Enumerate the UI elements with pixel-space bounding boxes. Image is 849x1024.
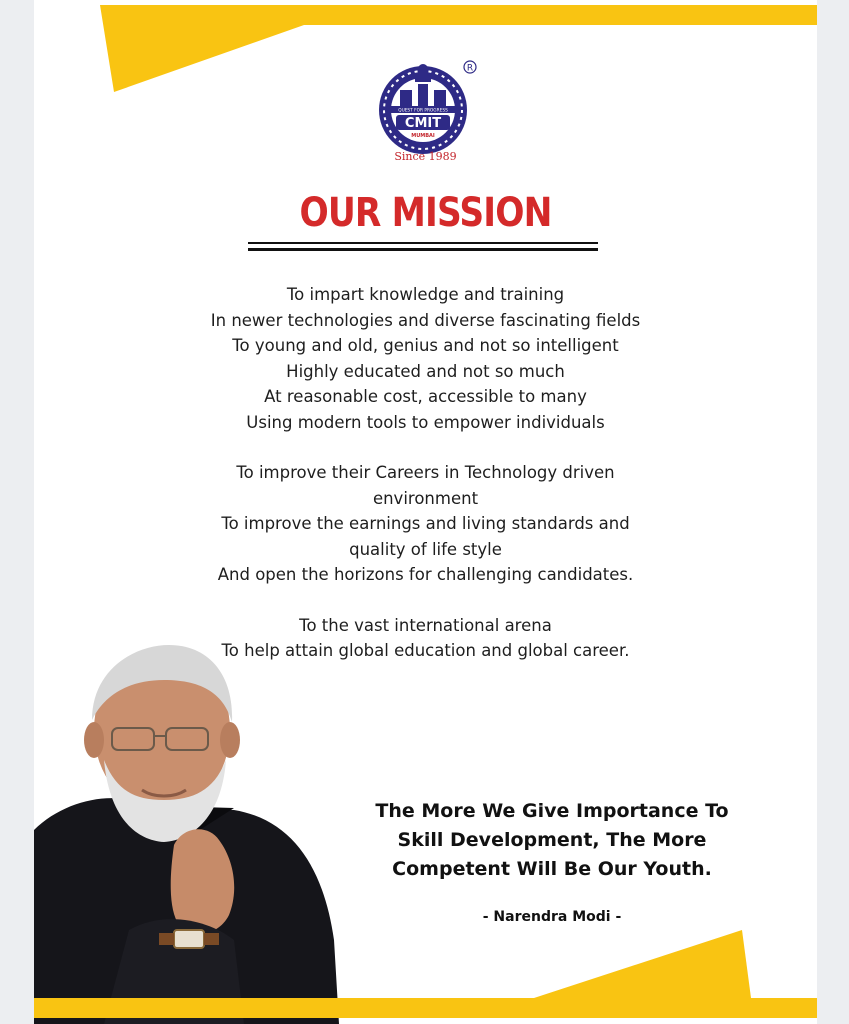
mission-line: To improve the earnings and living standards and (221, 514, 630, 533)
registered-mark: R (466, 63, 474, 74)
title-underline (248, 242, 598, 244)
page-title: OUR MISSION (299, 190, 552, 236)
quote-line: Competent Will Be Our Youth. (392, 858, 712, 880)
logo-city: MUMBAI (411, 133, 435, 139)
mission-line: To young and old, genius and not so intelligent (232, 336, 619, 355)
since-year: Since 1989 (394, 150, 457, 163)
mission-line: To the vast international arena (299, 615, 552, 635)
mission-line: environment (372, 488, 479, 508)
mission-line: quality of life style (349, 539, 502, 559)
mission-line: To improve their Careers in Technology driven (236, 463, 615, 482)
mission-line: To help attain global education and global career. (221, 641, 630, 660)
mission-line: At reasonable cost, accessible to many (264, 387, 587, 406)
bottom-yellow-band (34, 920, 817, 1024)
poster (34, 0, 817, 1024)
mission-text (34, 282, 817, 664)
mission-line: And open the horizons for challenging candidates. (217, 565, 634, 584)
quote (352, 797, 752, 884)
logo-name: CMIT (404, 116, 442, 131)
quote-line: Skill Development, The More (397, 829, 707, 851)
quote-author: - Narendra Modi - (482, 909, 622, 925)
mission-line: In newer technologies and diverse fascinating fields (210, 310, 641, 330)
mission-line: To impart knowledge and training (286, 285, 565, 304)
quote-line: The More We Give Importance To (375, 800, 729, 822)
mission-line: Highly educated and not so much (286, 361, 565, 381)
logo-tagline: QUEST FOR PROGRESS (398, 108, 448, 114)
mission-line: Using modern tools to empower individuals (246, 412, 605, 432)
paragraph-gap (34, 435, 817, 460)
paragraph-gap (34, 588, 817, 613)
title-underline-thick (248, 248, 598, 251)
